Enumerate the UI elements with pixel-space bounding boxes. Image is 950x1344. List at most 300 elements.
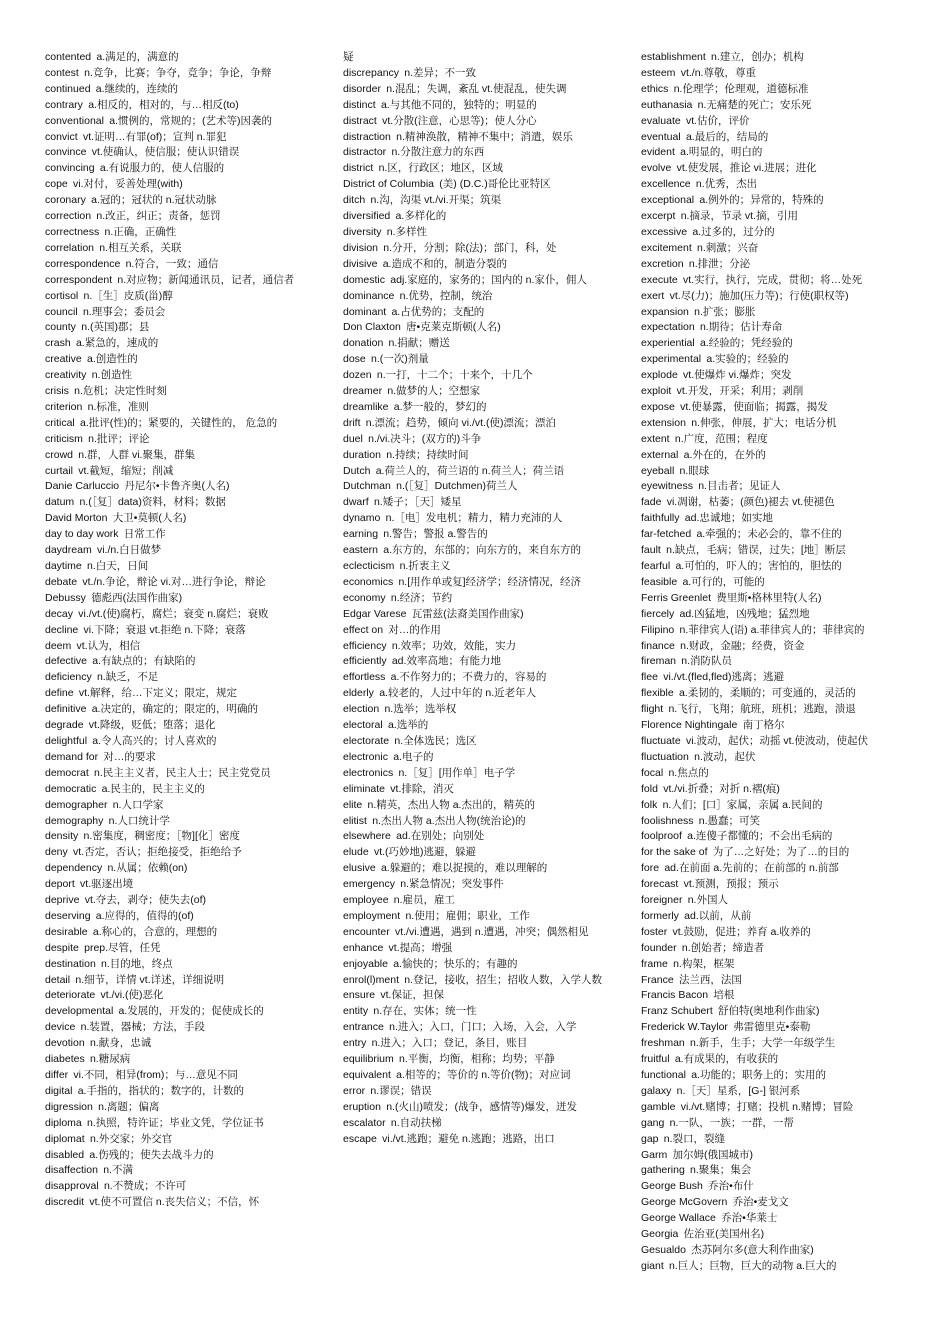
headword: definitive xyxy=(45,703,87,716)
definition: vi.对付，妥善处理(with) xyxy=(73,178,183,191)
definition: 乔治•麦戈文 xyxy=(732,1196,789,1209)
headword: demography xyxy=(45,814,104,827)
vocab-entry xyxy=(343,241,605,257)
definition: a.荷兰人的，荷兰语的 n.荷兰人；荷兰语 xyxy=(375,464,565,477)
headword: deserving xyxy=(45,909,91,922)
vocab-entry xyxy=(45,145,307,161)
vocab-entry xyxy=(641,209,903,225)
headword: discrepancy xyxy=(343,66,400,79)
vocab-entry xyxy=(641,734,903,750)
headword: daytime xyxy=(45,560,82,572)
definition: a.有成果的，有收获的 xyxy=(674,1053,779,1066)
definition: vt.提高；增强 xyxy=(388,941,453,954)
headword: cope xyxy=(45,178,68,191)
vocab-entry xyxy=(343,305,605,321)
vocab-entry xyxy=(343,1116,605,1132)
headword: efficiency xyxy=(343,639,387,652)
vocab-entry xyxy=(641,527,903,543)
vocab-entry xyxy=(641,1179,903,1195)
definition: n.全体选民；选区 xyxy=(394,734,477,747)
headword: donation xyxy=(343,337,384,350)
headword: eyeball xyxy=(641,464,675,477)
headword: crisis xyxy=(45,385,69,398)
definition: n./vi.决斗；(双方的)斗争 xyxy=(368,432,482,445)
definition: 对…的作用 xyxy=(388,623,441,636)
headword: dreamer xyxy=(343,385,383,398)
definition: vi./vt.赌博；打赌；投机 n.赌博；冒险 xyxy=(680,1100,854,1113)
headword: elite xyxy=(343,798,363,811)
definition: n.效率；功效，效能，实力 xyxy=(391,639,517,652)
vocab-entry xyxy=(343,464,605,480)
definition: (美) (D.C.)哥伦比亚特区 xyxy=(439,178,551,191)
definition: prep.尽管，任凭 xyxy=(84,941,161,954)
vocab-entry xyxy=(45,225,307,241)
vocab-entry xyxy=(343,400,605,416)
vocab-entry xyxy=(641,495,903,511)
definition: n.(火山)喷发；(战争，感情等)爆发，迸发 xyxy=(386,1100,577,1113)
definition: a.牵强的；未必会的，靠不住的 xyxy=(696,528,842,541)
headword: domestic xyxy=(343,273,386,286)
headword: duel xyxy=(343,432,363,445)
vocab-entry xyxy=(343,289,605,305)
definition: n.相互关系，关联 xyxy=(99,241,182,254)
vocab-entry xyxy=(45,241,307,257)
headword: destination xyxy=(45,957,96,970)
vocab-entry xyxy=(641,479,903,495)
headword: electronics xyxy=(343,766,394,779)
vocab-entry xyxy=(45,320,307,336)
vocab-entry xyxy=(641,591,903,607)
vocab-entry xyxy=(641,670,903,686)
vocab-entry xyxy=(343,591,605,607)
vocab-entry xyxy=(641,877,903,893)
definition: n.差异；不一致 xyxy=(404,66,477,79)
headword: despite xyxy=(45,941,79,954)
definition: 瓦雷兹(法裔美国作曲家) xyxy=(411,607,524,620)
vocab-entry xyxy=(641,909,903,925)
definition: 南丁格尔 xyxy=(742,719,785,732)
vocab-entry xyxy=(45,464,307,480)
definition: n.一打，十二个；十来个，十几个 xyxy=(376,369,533,382)
definition: vt./vi.(使)恶化 xyxy=(100,989,164,1002)
definition: vt.分散(注意，心思等)；使人分心 xyxy=(382,114,537,127)
definition: n.细节，详情 vt.详述，详细说明 xyxy=(75,973,225,986)
definition: n.漂流；趋势，倾向 vi./vt.(使)漂流；漂泊 xyxy=(365,416,556,429)
vocab-entry xyxy=(45,686,307,702)
definition: n.捐献；赠送 xyxy=(388,337,450,350)
definition: n.一队，一族；一群，一帮 xyxy=(669,1116,794,1129)
definition: a.紧急的，速成的 xyxy=(75,337,159,350)
vocab-entry xyxy=(45,416,307,432)
headword: fold xyxy=(641,782,658,795)
definition: ad.以前，从前 xyxy=(684,909,752,922)
headword: Filipino xyxy=(641,623,675,636)
headword: dominance xyxy=(343,289,395,302)
headword: devotion xyxy=(45,1037,85,1050)
definition: n.广度，范围；程度 xyxy=(674,432,768,445)
headword: Garm xyxy=(641,1148,668,1161)
definition: 大卫•莫顿(人名) xyxy=(112,512,187,525)
definition: n.扩张；膨胀 xyxy=(694,305,756,318)
definition: n.眼球 xyxy=(679,464,710,477)
vocab-entry xyxy=(641,352,903,368)
definition: vt./n.争论，辩论 vi.对…进行争论，辩论 xyxy=(82,575,266,588)
definition: n.人口统计学 xyxy=(108,814,170,827)
vocab-entry xyxy=(343,511,605,527)
definition: n.创造性 xyxy=(91,369,132,382)
definition: 佐治亚(美国州名) xyxy=(683,1228,765,1241)
vocab-entry xyxy=(641,845,903,861)
vocab-entry xyxy=(641,941,903,957)
definition: 为了…之好处；为了…的目的 xyxy=(712,846,850,859)
definition: n.人口学家 xyxy=(112,798,164,811)
headword: excellence xyxy=(641,178,691,191)
vocab-entry xyxy=(45,607,307,623)
vocab-entry xyxy=(343,177,605,193)
definition: a.造成不和的，制造分裂的 xyxy=(382,257,507,270)
definition: a.功能的；职务上的；实用的 xyxy=(691,1069,826,1081)
headword: fiercely xyxy=(641,607,675,620)
headword: diplomat xyxy=(45,1132,85,1145)
headword: experimental xyxy=(641,353,702,366)
vocab-entry xyxy=(343,750,605,766)
vocab-entry xyxy=(45,130,307,146)
definition: a.例外的；异常的，特殊的 xyxy=(699,194,824,207)
vocab-entry xyxy=(45,1004,307,1020)
vocab-entry xyxy=(45,82,307,98)
vocab-entry xyxy=(641,973,903,989)
definition: a.可行的，可能的 xyxy=(682,575,765,588)
definition: vi.下降；衰退 vt.拒绝 n.下降；衰落 xyxy=(83,623,246,636)
headword: elderly xyxy=(343,687,374,700)
headword: debate xyxy=(45,575,78,588)
headword: disabled xyxy=(45,1148,85,1161)
vocab-entry xyxy=(343,209,605,225)
vocab-entry xyxy=(343,654,605,670)
definition: vi.凋谢，枯萎；(颜色)褪去 vt.使褪色 xyxy=(666,496,835,509)
vocab-entry xyxy=(641,225,903,241)
headword: focal xyxy=(641,766,664,779)
vocab-entry xyxy=(45,1132,307,1148)
definition: n.焦点的 xyxy=(668,766,709,779)
definition: vt./vi.遭遇，遇到 n.遭遇，冲突；偶然相见 xyxy=(394,925,589,938)
definition: a.批评(性)的；紧要的，关键性的， 危急的 xyxy=(80,416,278,429)
vocab-entry xyxy=(45,1179,307,1195)
headword: demand for xyxy=(45,750,99,763)
definition: n.进入；入口，门口；入场，入会，入学 xyxy=(389,1021,577,1034)
headword: criterion xyxy=(45,400,83,413)
vocab-entry xyxy=(343,559,605,575)
vocab-entry xyxy=(45,639,307,655)
definition: vt.开发，开采；利用；剥削 xyxy=(676,385,804,398)
definition: n.紧急情况；突发事件 xyxy=(400,878,504,891)
column-1 xyxy=(45,50,307,1211)
definition: n.杰出人物 a.杰出人物(统治论)的 xyxy=(372,814,526,827)
definition: vt.(巧妙地)逃避，躲避 xyxy=(373,846,477,859)
headword: detail xyxy=(45,973,71,986)
definition: 费里斯•格林里特(人名) xyxy=(716,591,822,604)
vocab-entry xyxy=(45,925,307,941)
vocab-entry xyxy=(343,82,605,98)
definition: n.(［复］Dutchmen)荷兰人 xyxy=(396,480,518,493)
headword: deny xyxy=(45,846,68,859)
vocab-entry xyxy=(343,50,605,66)
headword: drift xyxy=(343,416,361,429)
vocab-entry xyxy=(343,623,605,639)
vocab-entry xyxy=(641,925,903,941)
vocab-entry xyxy=(641,511,903,527)
vocab-entry xyxy=(641,305,903,321)
definition: vt.实行，执行，完成，贯彻；将…处死 xyxy=(683,273,863,286)
headword: fearful xyxy=(641,560,671,572)
headword: gap xyxy=(641,1132,659,1145)
headword: foreigner xyxy=(641,894,683,907)
definition: n.对应物；新闻通讯员，记者，通信者 xyxy=(117,273,295,286)
headword: digression xyxy=(45,1100,93,1113)
definition: vt.截短，缩短；削减 xyxy=(78,464,174,477)
definition: a.民主的，民主主义的 xyxy=(101,782,205,795)
definition: n.聚集；集会 xyxy=(690,1164,752,1177)
vocab-entry xyxy=(641,766,903,782)
headword: foster xyxy=(641,925,668,938)
headword: diversified xyxy=(343,210,391,223)
headword: extension xyxy=(641,416,686,429)
vocab-entry xyxy=(641,320,903,336)
vocab-entry xyxy=(45,305,307,321)
definition: n.(英国)郡；县 xyxy=(81,321,150,334)
definition: a.有缺点的；有缺陷的 xyxy=(92,655,196,668)
vocab-entry xyxy=(641,66,903,82)
vocab-entry xyxy=(641,639,903,655)
headword: finance xyxy=(641,639,675,652)
vocab-entry xyxy=(343,909,605,925)
definition: a.不作努力的；不费力的，容易的 xyxy=(390,671,547,684)
headword: Gesualdo xyxy=(641,1243,686,1256)
vocab-entry xyxy=(343,193,605,209)
headword: employee xyxy=(343,894,389,907)
definition: vt.估价，评价 xyxy=(685,114,750,127)
vocab-entry xyxy=(343,957,605,973)
vocab-entry xyxy=(343,479,605,495)
vocab-entry xyxy=(641,193,903,209)
headword: dynamo xyxy=(343,512,381,525)
headword: effect on xyxy=(343,623,384,636)
vocab-entry xyxy=(45,543,307,559)
definition: a.手指的，指状的；数字的，计数的 xyxy=(77,1084,244,1097)
headword: distinct xyxy=(343,98,376,111)
headword: far-fetched xyxy=(641,528,692,541)
definition: a.相反的，相对的，与…相反(to) xyxy=(88,98,239,111)
definition: a.较老的，人过中年的 n.近老年人 xyxy=(379,687,537,700)
definition: 乔治•华莱士 xyxy=(721,1212,778,1225)
headword: exploit xyxy=(641,385,672,398)
definition: n.优秀，杰出 xyxy=(695,178,758,191)
headword: convincing xyxy=(45,162,95,175)
vocab-entry xyxy=(641,98,903,114)
vocab-entry xyxy=(641,1195,903,1211)
vocab-entry xyxy=(343,1132,605,1148)
vocab-entry xyxy=(343,448,605,464)
vocab-entry xyxy=(343,1084,605,1100)
definition: vt.否定，否认；拒绝接受，拒绝给予 xyxy=(73,846,242,859)
definition: n.批评；评论 xyxy=(88,432,150,445)
headword: experiential xyxy=(641,337,695,350)
definition: a.连傻子都懂的；不会出毛病的 xyxy=(687,830,833,843)
headword: flexible xyxy=(641,687,674,700)
headword: expansion xyxy=(641,305,689,318)
headword: external xyxy=(641,448,679,461)
definition: n.［生］皮质(甾)醇 xyxy=(83,289,173,302)
definition: a.应得的，值得的(of) xyxy=(95,909,194,922)
definition: a.有说服力的，使人信服的 xyxy=(99,162,225,175)
definition: n.愚蠢；可笑 xyxy=(698,814,761,827)
definition: n.波动，起伏 xyxy=(694,750,756,763)
vocab-entry xyxy=(641,686,903,702)
vocab-entry xyxy=(641,575,903,591)
headword: Debussy xyxy=(45,591,86,604)
headword: disaffection xyxy=(45,1164,98,1177)
vocab-entry xyxy=(641,1100,903,1116)
definition: n.折衷主义 xyxy=(399,560,451,572)
headword: fore xyxy=(641,862,660,875)
definition: vt.使爆炸 vi.爆炸；突发 xyxy=(683,369,792,382)
headword: correspondent xyxy=(45,273,113,286)
headword: exert xyxy=(641,289,665,302)
definition: a.明显的，明白的 xyxy=(680,146,763,159)
vocab-entry xyxy=(45,877,307,893)
definition: n.分散注意力的东西 xyxy=(391,146,485,159)
headword: democrat xyxy=(45,766,89,779)
vocab-entry xyxy=(45,448,307,464)
headword: device xyxy=(45,1021,76,1034)
definition: a.与其他不同的，独特的；明显的 xyxy=(380,98,537,111)
vocab-entry xyxy=(45,384,307,400)
definition: ad.在前面 a.先前的；在前部的 n.前部 xyxy=(664,862,839,875)
headword: emergency xyxy=(343,878,395,891)
headword: electorate xyxy=(343,734,390,747)
headword: earning xyxy=(343,528,379,541)
headword: giant xyxy=(641,1259,664,1272)
definition: vi./vt.(使)腐朽，腐烂；衰变 n.腐烂；衰败 xyxy=(78,607,269,620)
headword: developmental xyxy=(45,1005,114,1018)
definition: n.菲律宾人(语) a.菲律宾人的；菲律宾的 xyxy=(679,623,865,636)
headword: deteriorate xyxy=(45,989,96,1002)
definition: 培根 xyxy=(713,989,735,1002)
vocab-entry xyxy=(641,543,903,559)
headword: deport xyxy=(45,878,75,891)
headword: excitement xyxy=(641,241,692,254)
definition: 日常工作 xyxy=(123,528,166,541)
definition: n.建立，创办；机构 xyxy=(711,51,804,63)
headword: diploma xyxy=(45,1116,82,1129)
vocab-entry xyxy=(343,432,605,448)
vocab-entry xyxy=(343,1020,605,1036)
vocab-entry xyxy=(45,1163,307,1179)
headword: eruption xyxy=(343,1100,381,1113)
vocab-entry xyxy=(343,352,605,368)
definition: n.消防队员 xyxy=(681,655,733,668)
definition: 对…的要求 xyxy=(103,750,156,763)
headword: dominant xyxy=(343,305,387,318)
definition: n.目击者；见证人 xyxy=(698,480,781,493)
definition: adj.家庭的，家务的；国内的 n.家仆，佣人 xyxy=(390,273,587,286)
vocab-entry xyxy=(641,161,903,177)
definition: n.期待；估计寿命 xyxy=(699,321,783,334)
headword: folk xyxy=(641,798,658,811)
headword: eliminate xyxy=(343,782,386,795)
headword: deficiency xyxy=(45,671,92,684)
vocab-entry xyxy=(343,925,605,941)
vocab-entry xyxy=(641,1259,903,1275)
definition: a.称心的，合意的，理想的 xyxy=(92,925,218,938)
definition: n.经济；节约 xyxy=(390,591,453,604)
definition: n.［天］星系，[G-] 银河系 xyxy=(676,1084,801,1097)
vocab-entry xyxy=(343,1004,605,1020)
headword: galaxy xyxy=(641,1084,672,1097)
definition: n.无痛楚的死亡；安乐死 xyxy=(697,98,812,111)
headword: entity xyxy=(343,1005,369,1018)
vocab-entry xyxy=(641,82,903,98)
vocab-entry xyxy=(343,829,605,845)
definition: a.多样化的 xyxy=(395,210,447,223)
headword: for the sake of xyxy=(641,846,708,859)
vocab-entry xyxy=(641,559,903,575)
headword: fireman xyxy=(641,655,677,668)
definition: vt.证明…有罪(of)；宣判 n.罪犯 xyxy=(82,130,227,143)
headword: crash xyxy=(45,337,71,350)
vocab-entry xyxy=(641,368,903,384)
definition: n.飞行，飞翔；航班，班机；逃跑，溃退 xyxy=(668,703,856,716)
headword: elitist xyxy=(343,814,367,827)
vocab-entry xyxy=(343,814,605,830)
headword: democratic xyxy=(45,782,97,795)
headword: entry xyxy=(343,1037,367,1050)
headword: France xyxy=(641,973,674,986)
headword: enhance xyxy=(343,941,384,954)
vocab-entry xyxy=(45,1084,307,1100)
headword: divisive xyxy=(343,257,378,270)
definition: a.可怕的，吓人的；害怕的，胆怯的 xyxy=(675,560,842,572)
headword: creative xyxy=(45,353,82,366)
definition: vt.鼓励，促进；养育 a.收养的 xyxy=(672,925,811,938)
vocab-entry xyxy=(641,1227,903,1243)
headword: delightful xyxy=(45,734,88,747)
headword: coronary xyxy=(45,194,86,207)
vocab-entry xyxy=(343,384,605,400)
vocab-entry xyxy=(343,941,605,957)
vocab-entry xyxy=(45,575,307,591)
vocab-entry xyxy=(343,702,605,718)
vocab-entry xyxy=(45,400,307,416)
headword: gang xyxy=(641,1116,665,1129)
definition: n.群，人群 vi.聚集，群集 xyxy=(78,448,195,461)
vocab-entry xyxy=(641,1163,903,1179)
headword: gamble xyxy=(641,1100,676,1113)
headword: flee xyxy=(641,671,658,684)
vocab-entry xyxy=(343,416,605,432)
headword: Ferris Greenlet xyxy=(641,591,712,604)
vocab-entry xyxy=(343,686,605,702)
headword: encounter xyxy=(343,925,390,938)
vocab-entry xyxy=(45,1052,307,1068)
vocab-entry xyxy=(343,273,605,289)
vocab-entry xyxy=(641,273,903,289)
definition: vt.认为，相信 xyxy=(76,639,141,652)
vocab-entry xyxy=(45,654,307,670)
definition: n.新手，生手；大学一年级学生 xyxy=(690,1037,836,1050)
definition: n.符合，一致；通信 xyxy=(125,257,219,270)
headword: diversity xyxy=(343,225,382,238)
